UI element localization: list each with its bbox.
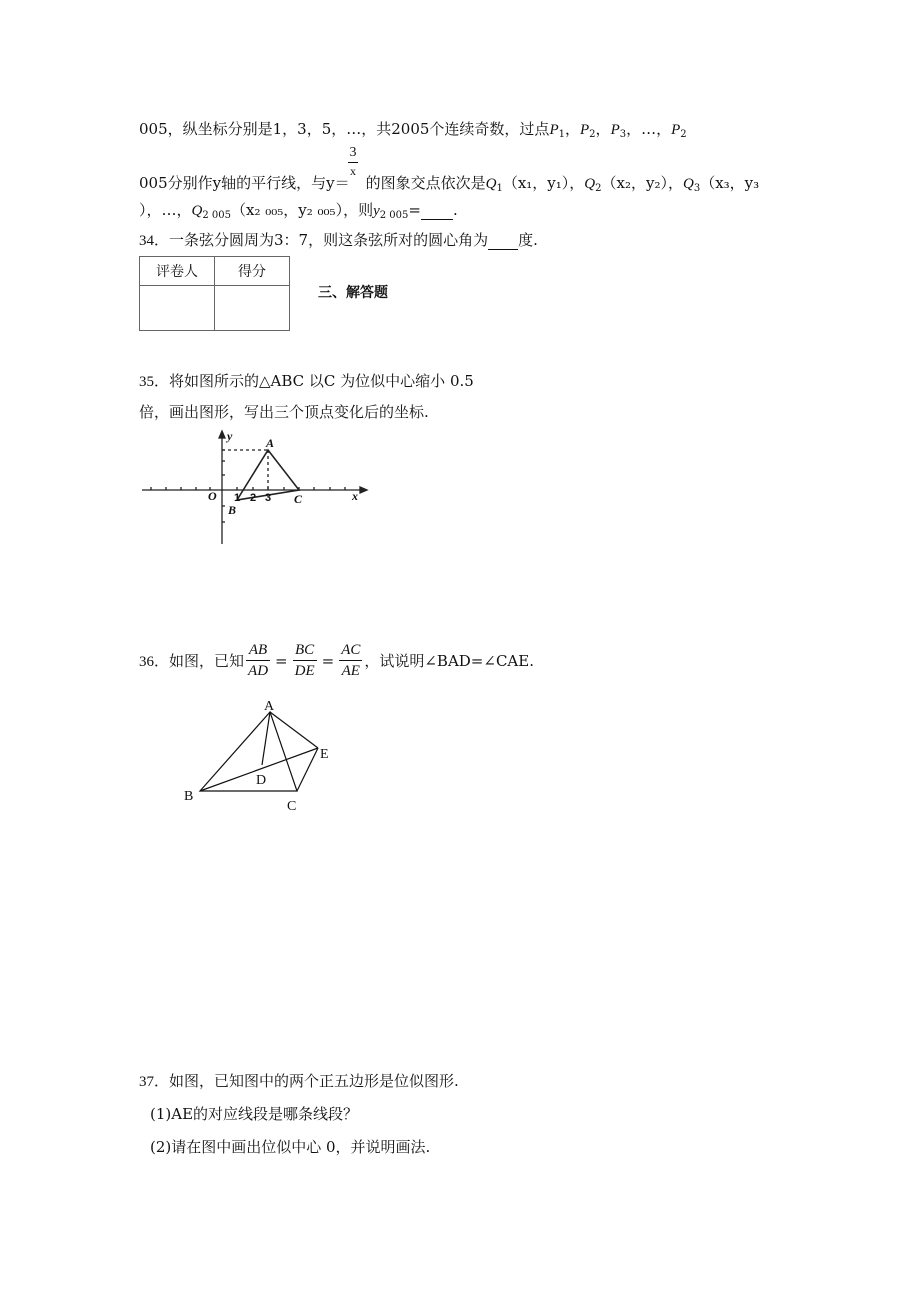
- q33-line1-pre: 005，纵坐标分别是1，3，5，…，共2005个连续奇数，过点: [139, 120, 550, 138]
- axis-x-label: x: [352, 489, 358, 503]
- point-q1-coords: （x₁，y₁），: [502, 174, 585, 192]
- separator: ，: [595, 120, 611, 138]
- q36: [139, 640, 534, 681]
- q36-prefix: 如图，已知: [169, 652, 245, 670]
- score-table-score-cell[interactable]: [215, 286, 290, 331]
- tick-label-1: 1: [234, 492, 241, 504]
- q36-number: 36．: [139, 654, 170, 670]
- point-q3: Q: [682, 176, 694, 192]
- point-d-label: D: [256, 773, 267, 788]
- q35-number: 35．: [139, 374, 170, 390]
- fraction-ac-ae: [339, 640, 362, 681]
- score-table-header-score: 得分: [215, 257, 290, 286]
- q35-figure: [138, 428, 370, 548]
- y-axis-arrow: [219, 431, 225, 438]
- period: .: [452, 201, 458, 219]
- point-p2-sub: 2: [589, 129, 596, 140]
- point-q2005-sub: 2 005: [202, 210, 231, 221]
- point-q3-coords: （x₃，y₃: [700, 174, 760, 192]
- fraction-denominator: AD: [248, 663, 269, 679]
- q33-line3: [139, 199, 458, 221]
- q34-text-post: 度.: [518, 231, 538, 249]
- fraction-ab-ad: [246, 640, 270, 681]
- point-a-label: A: [264, 699, 275, 714]
- q37: [139, 1070, 459, 1091]
- q37-sub1: (1)AE的对应线段是哪条线段？: [150, 1105, 359, 1123]
- q33-line2-pre: 005分别作y轴的平行线，与y＝: [139, 174, 350, 192]
- point-p3: P: [610, 122, 620, 138]
- q33-line3-pre: ），…，: [139, 201, 192, 219]
- origin-label: O: [208, 489, 217, 503]
- point-q2: Q: [584, 176, 596, 192]
- fraction-numerator: 3: [349, 145, 357, 160]
- fraction-denominator: AE: [341, 663, 360, 679]
- triangle-abc-outline: [200, 712, 297, 791]
- separator: ，…，: [626, 120, 672, 138]
- point-p1-sub: 1: [558, 129, 565, 140]
- point-q2-coords: （x₂，y₂），: [601, 174, 683, 192]
- point-c-label: C: [287, 799, 297, 814]
- q34-number: 34．: [139, 233, 170, 249]
- axis-y-label: y: [227, 429, 233, 443]
- point-q2005: Q: [191, 203, 203, 219]
- point-e-label: E: [320, 747, 329, 762]
- fraction-numerator: AB: [246, 640, 270, 661]
- q35-text-line1: 将如图所示的△ABC 以C 为位似中心缩小 0.5: [169, 372, 474, 390]
- q34: [139, 229, 538, 250]
- q36-suffix: ，试说明∠BAD=∠CAE.: [364, 652, 534, 670]
- tick-label-2: 2: [250, 492, 257, 504]
- q33-line2: [139, 172, 759, 194]
- q33-line1: [139, 118, 687, 140]
- fraction-numerator: AC: [339, 640, 362, 661]
- equals-sign: =: [275, 651, 288, 670]
- score-table: [139, 256, 290, 331]
- score-table-header-grader: 评卷人: [140, 257, 215, 286]
- fraction-denominator: x: [350, 164, 356, 178]
- q35-line2: 倍，画出图形，写出三个顶点变化后的坐标.: [139, 403, 429, 421]
- point-p2005-sub: 2: [680, 129, 687, 140]
- var-y: y: [373, 203, 380, 219]
- point-p2: P: [580, 122, 590, 138]
- point-q1-sub: 1: [496, 183, 503, 194]
- point-p1: P: [549, 122, 559, 138]
- point-b-label: B: [184, 789, 194, 804]
- point-q2-sub: 2: [595, 183, 602, 194]
- point-q2005-coords: （x₂ ₀₀₅，y₂ ₀₀₅），则: [231, 201, 374, 219]
- separator: ，: [564, 120, 580, 138]
- x-axis-arrow: [360, 487, 367, 493]
- segment-ae: [270, 712, 318, 748]
- fraction-numerator: BC: [293, 640, 317, 661]
- equals-sign: =: [321, 651, 335, 670]
- var-y-sub: 2 005: [379, 210, 409, 221]
- q34-text-pre: 一条弦分圆周为3：7，则这条弦所对的圆心角为: [169, 231, 489, 249]
- answer-blank[interactable]: [488, 231, 518, 250]
- point-c-label: C: [294, 492, 303, 506]
- fraction-bc-de: [293, 640, 317, 681]
- tick-label-3: 3: [265, 492, 272, 504]
- q33-line2-post: 的图象交点依次是: [365, 174, 486, 192]
- section-title: 三、解答题: [318, 285, 388, 301]
- q37-text: 如图，已知图中的两个正五边形是位似图形.: [169, 1072, 459, 1090]
- q37-sub2: (2)请在图中画出位似中心 0，并说明画法.: [150, 1138, 431, 1156]
- q37-number: 37．: [139, 1074, 170, 1090]
- point-p2005: P: [671, 122, 681, 138]
- point-q1: Q: [485, 176, 497, 192]
- answer-blank[interactable]: [421, 201, 453, 220]
- q35-line1: [139, 370, 474, 391]
- point-q3-sub: 3: [693, 183, 701, 194]
- point-p3-sub: 3: [619, 129, 627, 140]
- q36-figure: [170, 696, 340, 818]
- score-table-grader-cell[interactable]: [140, 286, 215, 331]
- equals: =: [408, 201, 421, 219]
- point-b-label: B: [228, 503, 237, 517]
- point-a-label: A: [266, 436, 275, 450]
- fraction-denominator: DE: [294, 663, 315, 679]
